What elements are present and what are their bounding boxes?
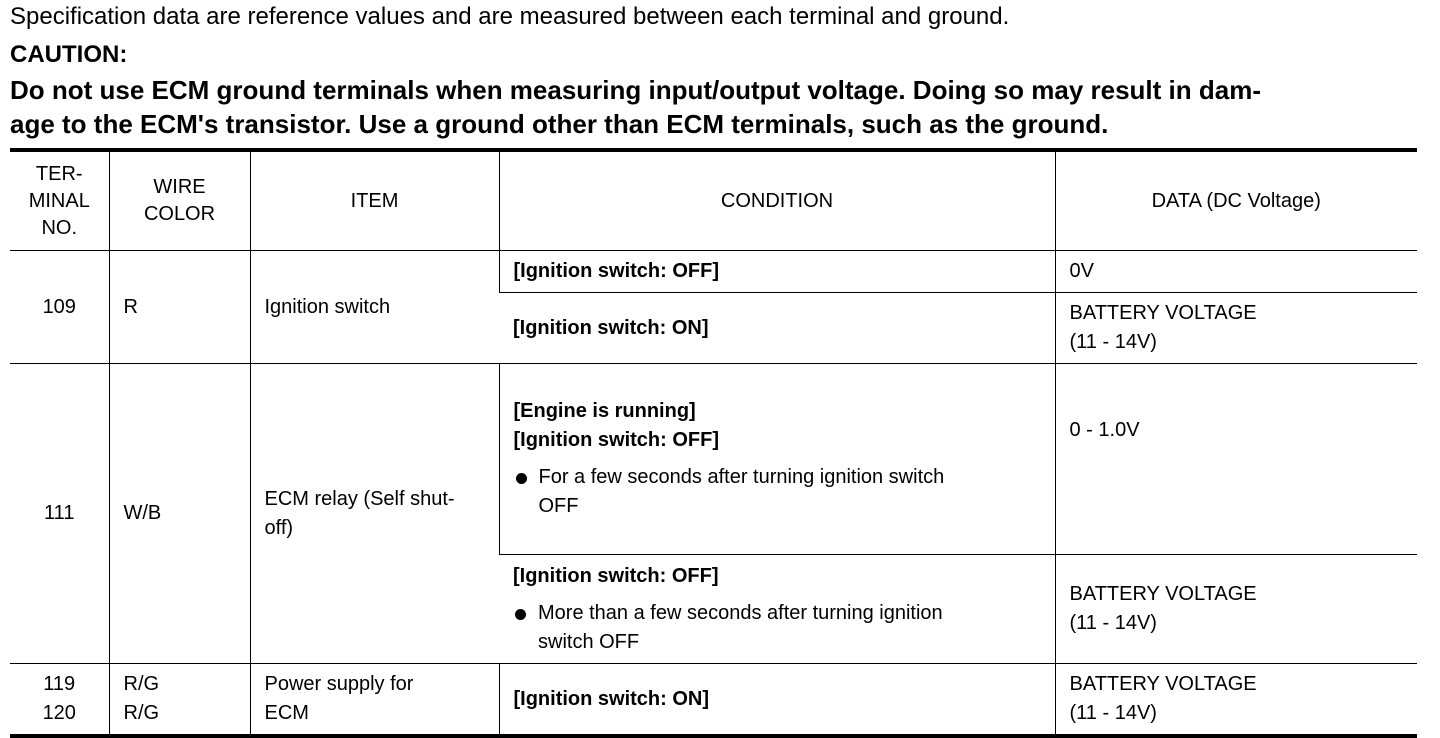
condition-cell bbox=[499, 293, 1055, 364]
terminal-cell bbox=[10, 664, 109, 737]
data-cell: 0 - 1.0V bbox=[1055, 364, 1417, 555]
bullet-line: For a few seconds after turning ignition switch bbox=[538, 466, 945, 488]
header-wire-color bbox=[109, 150, 250, 251]
wire-line: R/G bbox=[123, 702, 160, 724]
bullet-icon bbox=[516, 473, 527, 484]
header-wire-line: COLOR bbox=[143, 203, 216, 225]
terminal-line: 119 bbox=[43, 673, 76, 695]
condition-label: [Ignition switch: ON] bbox=[513, 687, 710, 710]
data-line: (11 - 14V) bbox=[1069, 702, 1157, 724]
bullet-line: switch OFF bbox=[538, 630, 640, 653]
header-terminal-line: NO. bbox=[41, 216, 78, 239]
item-line: ECM relay (Self shut- bbox=[264, 487, 455, 510]
data-cell bbox=[1055, 664, 1417, 737]
terminal-line: 120 bbox=[42, 702, 76, 724]
caution-line-1: Do not use ECM ground terminals when measuring input/output voltage. Doing so may result in dam- bbox=[10, 75, 1261, 105]
intro-text: Specification data are reference values and are measured between each terminal and ground. bbox=[10, 3, 1010, 30]
caution-title: CAUTION: bbox=[10, 41, 128, 68]
header-item: ITEM bbox=[250, 150, 499, 251]
data-line: BATTERY VOLTAGE bbox=[1069, 302, 1257, 324]
header-wire-line: WIRE bbox=[153, 176, 206, 198]
condition-bullet bbox=[514, 463, 1041, 521]
item-cell bbox=[250, 664, 499, 737]
data-line: (11 - 14V) bbox=[1069, 331, 1157, 353]
condition-cell bbox=[499, 664, 1055, 737]
terminal-cell: 111 bbox=[10, 364, 109, 664]
caution-text bbox=[10, 73, 1420, 141]
bullet-line: More than a few seconds after turning ignition bbox=[538, 601, 943, 624]
bullet-icon bbox=[515, 609, 526, 620]
data-cell: 0V bbox=[1055, 251, 1417, 293]
item-cell: Ignition switch bbox=[250, 251, 499, 364]
item-cell bbox=[250, 364, 499, 664]
table-row bbox=[10, 251, 1417, 293]
wire-color-cell: W/B bbox=[109, 364, 250, 664]
condition-bullet bbox=[513, 599, 1041, 657]
wire-line: R/G bbox=[123, 673, 160, 695]
spec-table bbox=[10, 148, 1417, 738]
condition-label: [Ignition switch: ON] bbox=[513, 316, 709, 339]
header-terminal-line: TER- bbox=[35, 162, 83, 185]
header-terminal bbox=[10, 150, 109, 251]
item-line: Power supply for bbox=[264, 673, 414, 695]
caution-line-2: age to the ECM's transistor. Use a ground other than ECM terminals, such as the ground. bbox=[10, 109, 1109, 139]
data-line: BATTERY VOLTAGE bbox=[1069, 583, 1257, 605]
data-line: BATTERY VOLTAGE bbox=[1069, 673, 1257, 695]
header-data: DATA (DC Voltage) bbox=[1055, 150, 1417, 251]
wire-color-cell bbox=[109, 664, 250, 737]
data-line: (11 - 14V) bbox=[1069, 612, 1157, 634]
condition-label: [Ignition switch: OFF] bbox=[513, 564, 719, 587]
condition-cell bbox=[499, 364, 1055, 555]
bullet-line: OFF bbox=[538, 495, 579, 517]
condition-cell bbox=[499, 251, 1055, 293]
terminal-cell: 109 bbox=[10, 251, 109, 364]
table-row bbox=[10, 364, 1417, 555]
condition-label: [Ignition switch: OFF] bbox=[513, 429, 720, 451]
header-row bbox=[10, 150, 1417, 251]
header-terminal-line: MINAL bbox=[28, 189, 90, 212]
data-cell bbox=[1055, 555, 1417, 664]
table-row bbox=[10, 664, 1417, 737]
condition-label: [Engine is running] bbox=[513, 400, 696, 422]
wire-color-cell: R bbox=[109, 251, 250, 364]
item-line: ECM bbox=[264, 702, 309, 724]
data-cell bbox=[1055, 293, 1417, 364]
item-line: off) bbox=[264, 516, 294, 539]
header-condition: CONDITION bbox=[499, 150, 1055, 251]
condition-label: [Ignition switch: OFF] bbox=[513, 260, 720, 282]
condition-cell bbox=[499, 555, 1055, 664]
